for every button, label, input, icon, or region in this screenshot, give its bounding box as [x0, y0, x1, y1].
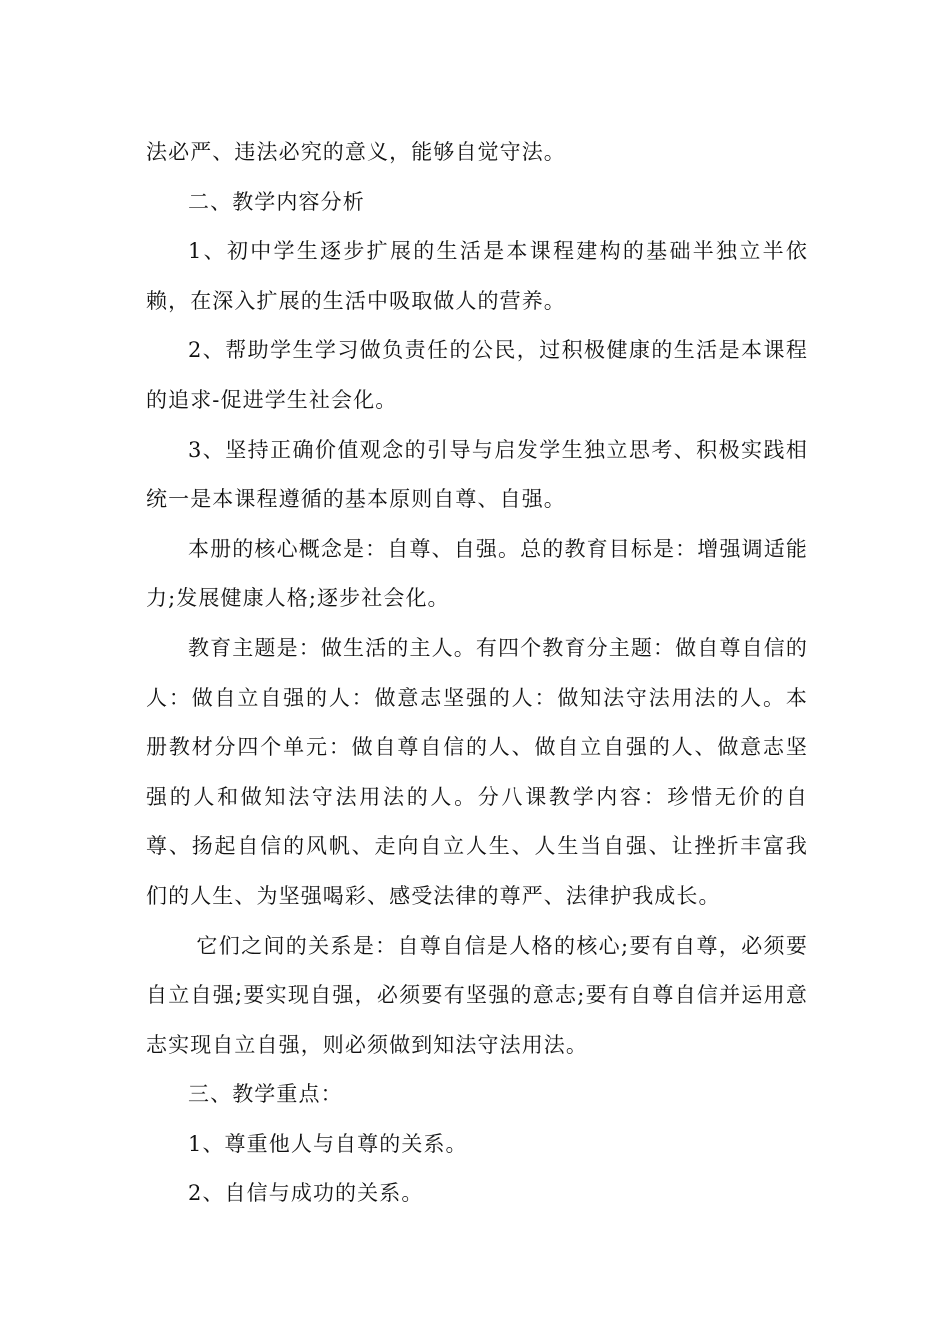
- paragraph-point-2: 2、帮助学生学习做负责任的公民，过积极健康的生活是本课程的追求-促进学生社会化。: [146, 338, 808, 412]
- paragraph-education-theme: 教育主题是：做生活的主人。有四个教育分主题：做自尊自信的人：做自立自强的人：做意志坚强的人：做知法守法用法的人。本册教材分四个单元：做自尊自信的人、做自立自强的人、做意志坚强的人和做知法守法用法的人。分八课教学内容：珍惜无价的自尊、扬起自信的风帆、走向自立人生、人生当自强、让挫折丰富我们的人生、为坚强喝彩、感受法律的尊严、法律护我成长。: [146, 635, 808, 908]
- document-body: [146, 128, 808, 1219]
- paragraph-continuation: 法必严、违法必究的意义，能够自觉守法。: [146, 140, 566, 164]
- focus-item-1: 1、尊重他人与自尊的关系。: [188, 1131, 468, 1156]
- paragraph-point-3: 3、坚持正确价值观念的引导与启发学生独立思考、积极实践相统一是本课程遵循的基本原则自尊、自强。: [146, 437, 808, 512]
- paragraph-relationship: 它们之间的关系是：自尊自信是人格的核心;要有自尊，必须要自立自强;要实现自强，必须要有坚强的意志;要有自尊自信并运用意志实现自立自强，则必须做到知法守法用法。: [146, 933, 808, 1057]
- paragraph-point-1: 1、初中学生逐步扩展的生活是本课程建构的基础半独立半依赖，在深入扩展的生活中吸取做人的营养。: [146, 239, 808, 313]
- section-heading-content-analysis: 二、教学内容分析: [188, 189, 365, 214]
- section-heading-teaching-focus: 三、教学重点：: [188, 1082, 343, 1107]
- focus-item-2: 2、自信与成功的关系。: [188, 1181, 424, 1206]
- paragraph-core-concept: 本册的核心概念是：自尊、自强。总的教育目标是：增强调适能力;发展健康人格;逐步社会化。: [146, 536, 808, 611]
